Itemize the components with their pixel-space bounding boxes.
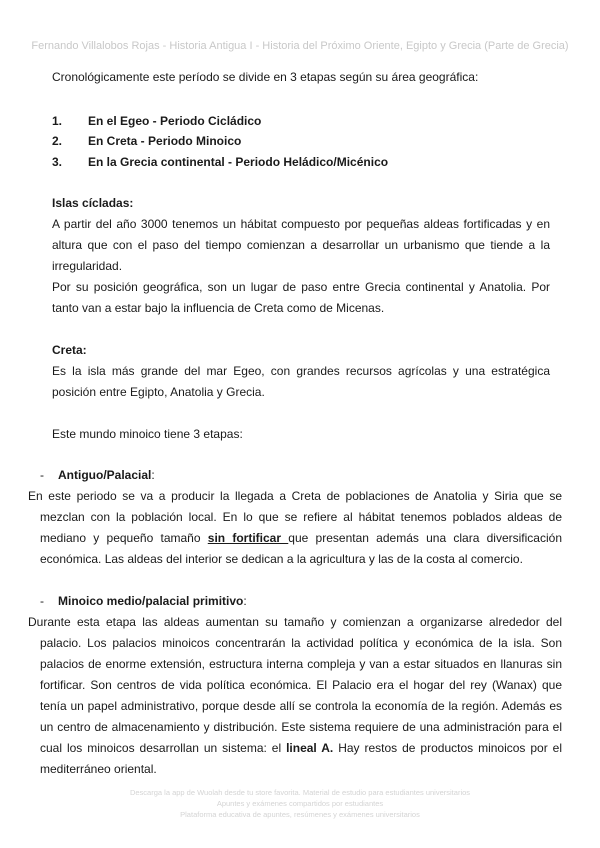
antiguo-section [28, 465, 562, 570]
bullet-dash: - [40, 468, 44, 482]
page-header: Fernando Villalobos Rojas - Historia Antigua I - Historia del Próximo Oriente, Egipto y Grecia (Parte de Grecia) [31, 40, 569, 52]
bullet-dash: - [40, 594, 44, 608]
antiguo-colon: : [151, 468, 155, 482]
medio-colon: : [243, 594, 247, 608]
antiguo-title: Antiguo/Palacial [58, 468, 152, 482]
creta-paragraph-1: Es la isla más grande del mar Egeo, con grandes recursos agrícolas y una estratégica posición entre Egipto, Anatolia y Grecia. [52, 364, 550, 399]
footer-line-2: Apuntes y exámenes compartidos por estudiantes [216, 799, 384, 808]
stage-number: 2. [52, 134, 63, 149]
medio-section [28, 591, 562, 780]
cicladas-section [40, 193, 550, 319]
stage-item [52, 111, 388, 132]
page-footer [0, 787, 600, 820]
creta-heading: Creta: [52, 343, 87, 357]
antiguo-paragraph [28, 486, 562, 570]
medio-heading [40, 591, 550, 612]
stage-number: 3. [52, 154, 63, 169]
antiguo-text-a: En este periodo se va a producir la llegada a Creta de poblaciones de Anatolia y Siria que se mezclan con la población local. En lo que se refiere al hábitat tenemos poblados aldeas de mediano y pequeño tamaño [28, 489, 562, 545]
stage-text: En la Grecia continental - Periodo Heládico/Micénico [88, 154, 389, 169]
stage-item [52, 132, 388, 153]
antiguo-text-b: que presentan además una clara diversificación económica. Las aldeas del interior se dedican a la agricultura y las de la costa al comercio. [40, 531, 562, 566]
medio-text-b: Hay restos de productos minoicos por el mediterráneo oriental. [40, 741, 562, 776]
stage-text: En Creta - Periodo Minoico [88, 134, 242, 149]
creta-section [40, 340, 550, 445]
stages-list [52, 111, 388, 173]
intro-paragraph [40, 67, 550, 88]
antiguo-emphasis: sin fortificar [207, 531, 289, 545]
medio-text-a: Durante esta etapa las aldeas aumentan su tamaño y comienzan a organizarse alrededor del palacio. Los palacios minoicos concentrarán la actividad política y económica de la isla. Son palacios de enorme extensión, estructura interna compleja y van a estar situados en llanuras sin fortificar. Son centros de vida política económica. El Palacio era el hogar del rey (Wanax) que tenía un papel administrativo, porque desde allí se controla la economía de la región. Además es un centro de almacenamiento y distribución. Este sistema requiere de una administración para el cual los minoicos desarrollan un sistema: el [28, 615, 562, 755]
stage-item [52, 152, 388, 173]
stage-text: En el Egeo - Periodo Cicládico [88, 113, 262, 128]
creta-paragraph-2: Este mundo minoico tiene 3 etapas: [52, 427, 243, 441]
footer-line-1: Descarga la app de Wuolah desde tu store favorita. Material de estudio para estudiantes universitarios [129, 788, 471, 797]
cicladas-paragraph-2: Por su posición geográfica, son un lugar de paso entre Grecia continental y Anatolia. Por tanto van a estar bajo la influencia de Creta como de Micenas. [52, 280, 550, 315]
intro-text: Cronológicamente este período se divide en 3 etapas según su área geográfica: [52, 70, 479, 84]
cicladas-paragraph-1: A partir del año 3000 tenemos un hábitat compuesto por pequeñas aldeas fortificadas y en altura que con el paso del tiempo comienzan a desarrollar un urbanismo que tiende a la irregularidad. [52, 217, 550, 273]
antiguo-heading [40, 465, 550, 486]
footer-line-3: Plataforma educativa de apuntes, resúmenes y exámenes universitarios [180, 810, 420, 819]
medio-emphasis: lineal A. [286, 741, 334, 755]
medio-title: Minoico medio/palacial primitivo [58, 594, 244, 608]
cicladas-heading: Islas cícladas: [52, 196, 134, 210]
stage-number: 1. [52, 113, 63, 128]
medio-paragraph [28, 612, 562, 780]
